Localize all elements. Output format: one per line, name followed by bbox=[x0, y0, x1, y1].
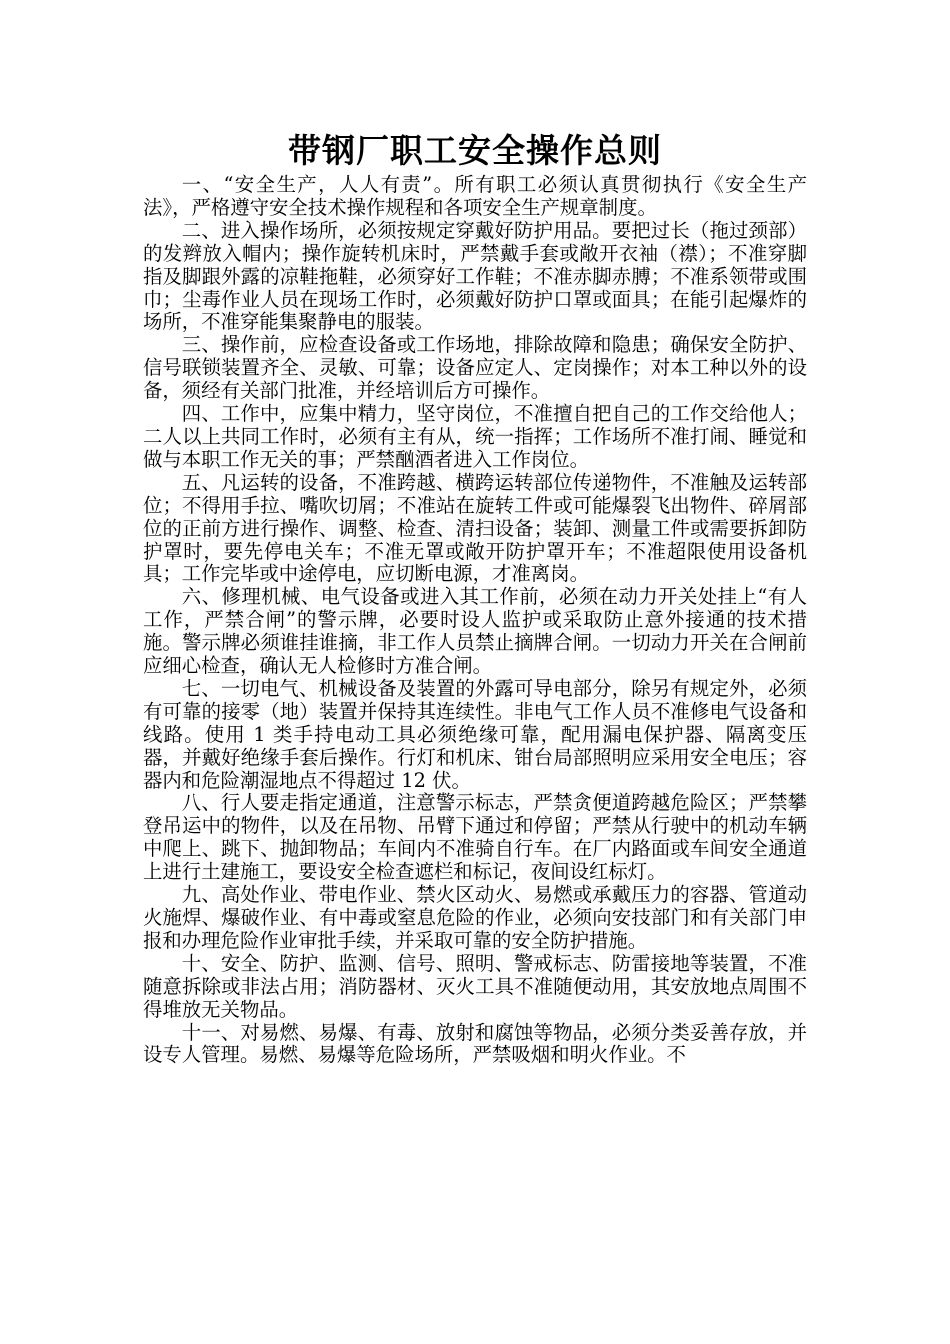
rule-paragraph-2: 二、进入操作场所，必须按规定穿戴好防护用品。要把过长（拖过颈部）的发辫放入帽内；操作旋转机床时，严禁戴手套或敞开衣袖（襟）；不准穿脚指及脚跟外露的凉鞋拖鞋，必须穿好工作鞋；不准赤脚赤膊；不准系领带或围巾；尘毒作业人员在现场工作时，必须戴好防护口罩或面具；在能引起爆炸的场所，不准穿能集聚静电的服装。 bbox=[143, 218, 807, 334]
rule-paragraph-10: 十、安全、防护、监测、信号、照明、警戒标志、防雷接地等装置，不准随意拆除或非法占用；消防器材、灭火工具不准随便动用，其安放地点周围不得堆放无关物品。 bbox=[143, 951, 807, 1021]
rule-paragraph-1: 一、“安全生产，人人有责”。所有职工必须认真贯彻执行《安全生产法》，严格遵守安全技术操作规程和各项安全生产规章制度。 bbox=[143, 173, 807, 219]
rule-paragraph-9: 九、高处作业、带电作业、禁火区动火、易燃或承戴压力的容器、管道动火施焊、爆破作业、有中毒或窒息危险的作业，必须向安技部门和有关部门申报和办理危险作业审批手续，并采取可靠的安全防护措施。 bbox=[143, 883, 807, 952]
rule-paragraph-8: 八、行人要走指定通道，注意警示标志，严禁贪便道跨越危险区；严禁攀登吊运中的物件，以及在吊物、吊臂下通过和停留；严禁从行驶中的机动车辆中爬上、跳下、抛卸物品；车间内不准骑自行车。在厂内路面或车间安全通道上进行土建施工，要设安全检查遮栏和标记，夜间设红标灯。 bbox=[143, 791, 807, 884]
rule-paragraph-11: 十一、对易燃、易爆、有毒、放射和腐蚀等物品，必须分类妥善存放，并设专人管理。易燃、易爆等危险场所，严禁吸烟和明火作业。不 bbox=[143, 1020, 807, 1067]
rule-paragraph-4: 四、工作中，应集中精力，坚守岗位，不准擅自把自己的工作交给他人；二人以上共同工作时，必须有主有从，统一指挥；工作场所不准打闹、睡觉和做与本职工作无关的事；严禁酗酒者进入工作岗位。 bbox=[143, 402, 807, 471]
rule-paragraph-5: 五、凡运转的设备，不准跨越、横跨运转部位传递物件，不准触及运转部位；不得用手拉、嘴吹切屑；不准站在旋转工件或可能爆裂飞出物件、碎屑部位的正前方进行操作、调整、检查、清扫设备；装卸、测量工件或需要拆卸防护罩时，要先停电关车；不准无罩或敞开防护罩开车；不准超限使用设备机具；工作完毕或中途停电，应切断电源，才准离岗。 bbox=[143, 470, 807, 586]
rule-paragraph-3: 三、操作前，应检查设备或工作场地，排除故障和隐患；确保安全防护、信号联锁装置齐全、灵敏、可靠；设备应定人、定岗操作；对本工种以外的设备，须经有关部门批准，并经培训后方可操作。 bbox=[143, 333, 807, 403]
rule-paragraph-6: 六、修理机械、电气设备或进入其工作前，必须在动力开关处挂上“有人工作，严禁合闸”的警示牌，必要时设人监护或采取防止意外接通的技术措施。警示牌必须谁挂谁摘，非工作人员禁止摘牌合闸。一切动力开关在合闸前应细心检查，确认无人检修时方准合闸。 bbox=[143, 585, 807, 678]
document-title: 带钢厂职工安全操作总则 bbox=[288, 131, 662, 170]
document-page bbox=[143, 128, 807, 1067]
rule-paragraph-7: 七、一切电气、机械设备及装置的外露可导电部分，除另有规定外，必须有可靠的接零（地）装置并保持其连续性。非电气工作人员不准修电气设备和线路。使用 1 类手持电动工具必须绝缘可靠，配用漏电保护器、隔离变压器，并戴好绝缘手套后操作。行灯和机床、钳台局部照明应采用安全电压；容器内和危险潮湿地点不得超过 12 伏。 bbox=[143, 676, 807, 792]
